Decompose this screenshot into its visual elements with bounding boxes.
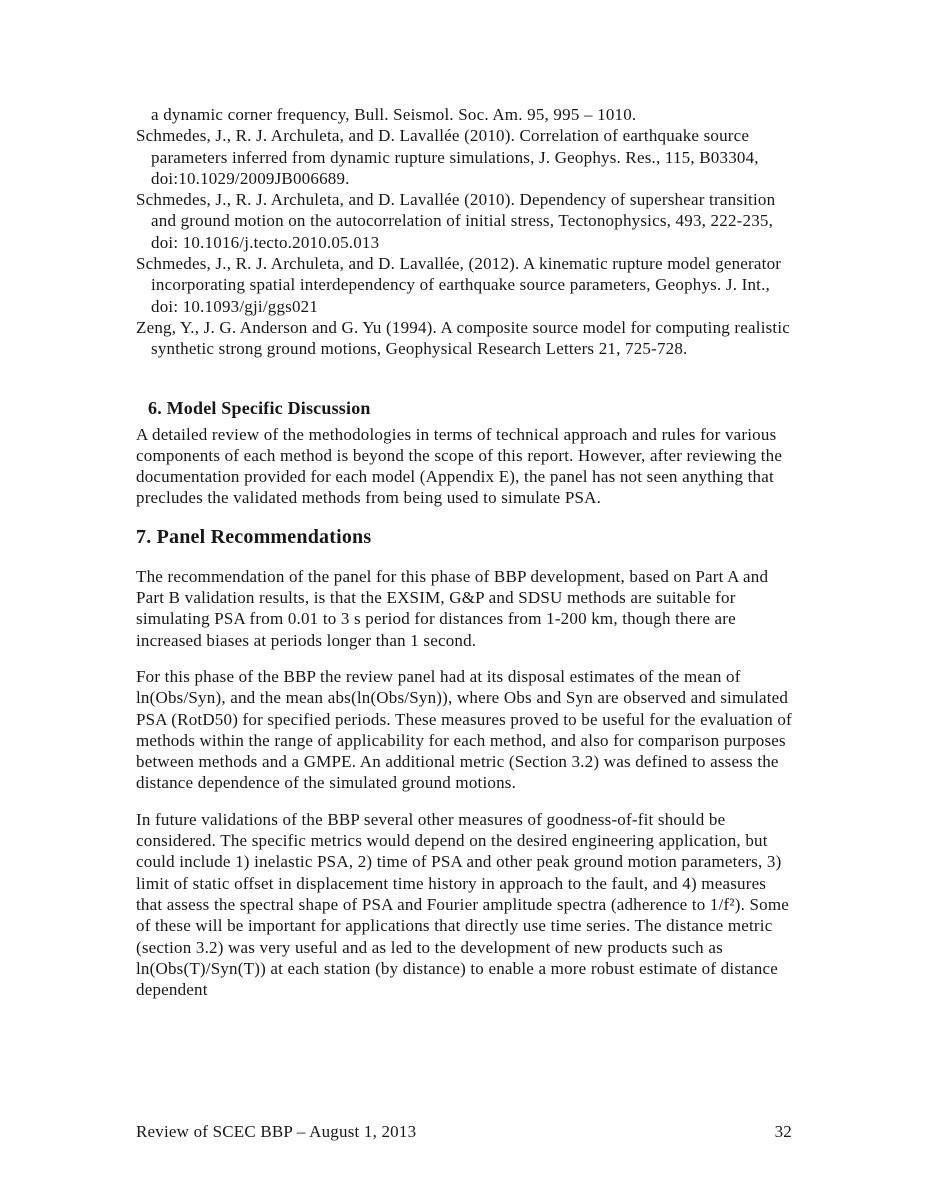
page-footer <box>136 1122 792 1142</box>
section-7-paragraph: The recommendation of the panel for this phase of BBP development, based on Part A and Part B validation results, is that the EXSIM, G&P and SDSU methods are suitable for simulating PSA from 0.01 to 3 s period for distances from 1-200 km, though there are increased biases at periods longer than 1 second. <box>136 566 769 650</box>
references-list <box>136 104 792 360</box>
reference-entry: Schmedes, J., R. J. Archuleta, and D. Lavallée (2010). Dependency of supershear transition and ground motion on the autocorrelation of initial stress, Tectonophysics, 493, 222-235, doi: 10.1016/j.tecto.2010.05.013 <box>136 190 776 252</box>
section-7-paragraph: For this phase of the BBP the review panel had at its disposal estimates of the mean of ln(Obs/Syn), and the mean abs(ln(Obs/Syn)), where Obs and Syn are observed and simulated PSA (RotD50) for specified periods. These measures proved to be useful for the evaluation of methods within the range of applicability for each method, and also for comparison purposes between methods and a GMPE. An additional metric (Section 3.2) was defined to assess the distance dependence of the simulated ground motions. <box>136 666 792 793</box>
reference-entry: Schmedes, J., R. J. Archuleta, and D. Lavallée, (2012). A kinematic rupture model generator incorporating spatial interdependency of earthquake source parameters, Geophys. J. Int., doi: 10.1093/gji/ggs021 <box>136 254 782 316</box>
reference-entry: Schmedes, J., R. J. Archuleta, and D. Lavallée (2010). Correlation of earthquake source parameters inferred from dynamic rupture simulations, J. Geophys. Res., 115, B03304, doi:10.1029/2009JB006689. <box>136 126 759 188</box>
section-7-paragraph: In future validations of the BBP several other measures of goodness-of-fit should be considered. The specific metrics would depend on the desired engineering application, but could include 1) inelastic PSA, 2) time of PSA and other peak ground motion parameters, 3) limit of static offset in displacement time history in approach to the fault, and 4) measures that assess the spectral shape of PSA and Fourier amplitude spectra (adherence to 1/f²). Some of these will be important for applications that directly use time series. The distance metric (section 3.2) was very useful and as led to the development of new products such as ln(Obs(T)/Syn(T)) at each station (by distance) to enable a more robust estimate of distance dependent <box>136 809 789 1000</box>
reference-carryover-line: a dynamic corner frequency, Bull. Seismol. Soc. Am. 95, 995 – 1010. <box>151 105 637 124</box>
footer-page-number: 32 <box>774 1122 792 1141</box>
reference-entry: Zeng, Y., J. G. Anderson and G. Yu (1994). A composite source model for computing realistic synthetic strong ground motions, Geophysical Research Letters 21, 725-728. <box>136 317 791 359</box>
footer-document-title: Review of SCEC BBP – August 1, 2013 <box>136 1122 417 1141</box>
section-6-heading: 6. Model Specific Discussion <box>148 397 371 418</box>
page-content <box>136 104 792 1000</box>
section-6-body: A detailed review of the methodologies in terms of technical approach and rules for various components of each method is beyond the scope of this report. However, after reviewing the documentation provided for each model (Appendix E), the panel has not seen anything that precludes the validated methods from being used to simulate PSA. <box>136 424 783 508</box>
section-7-heading: 7. Panel Recommendations <box>136 525 372 548</box>
